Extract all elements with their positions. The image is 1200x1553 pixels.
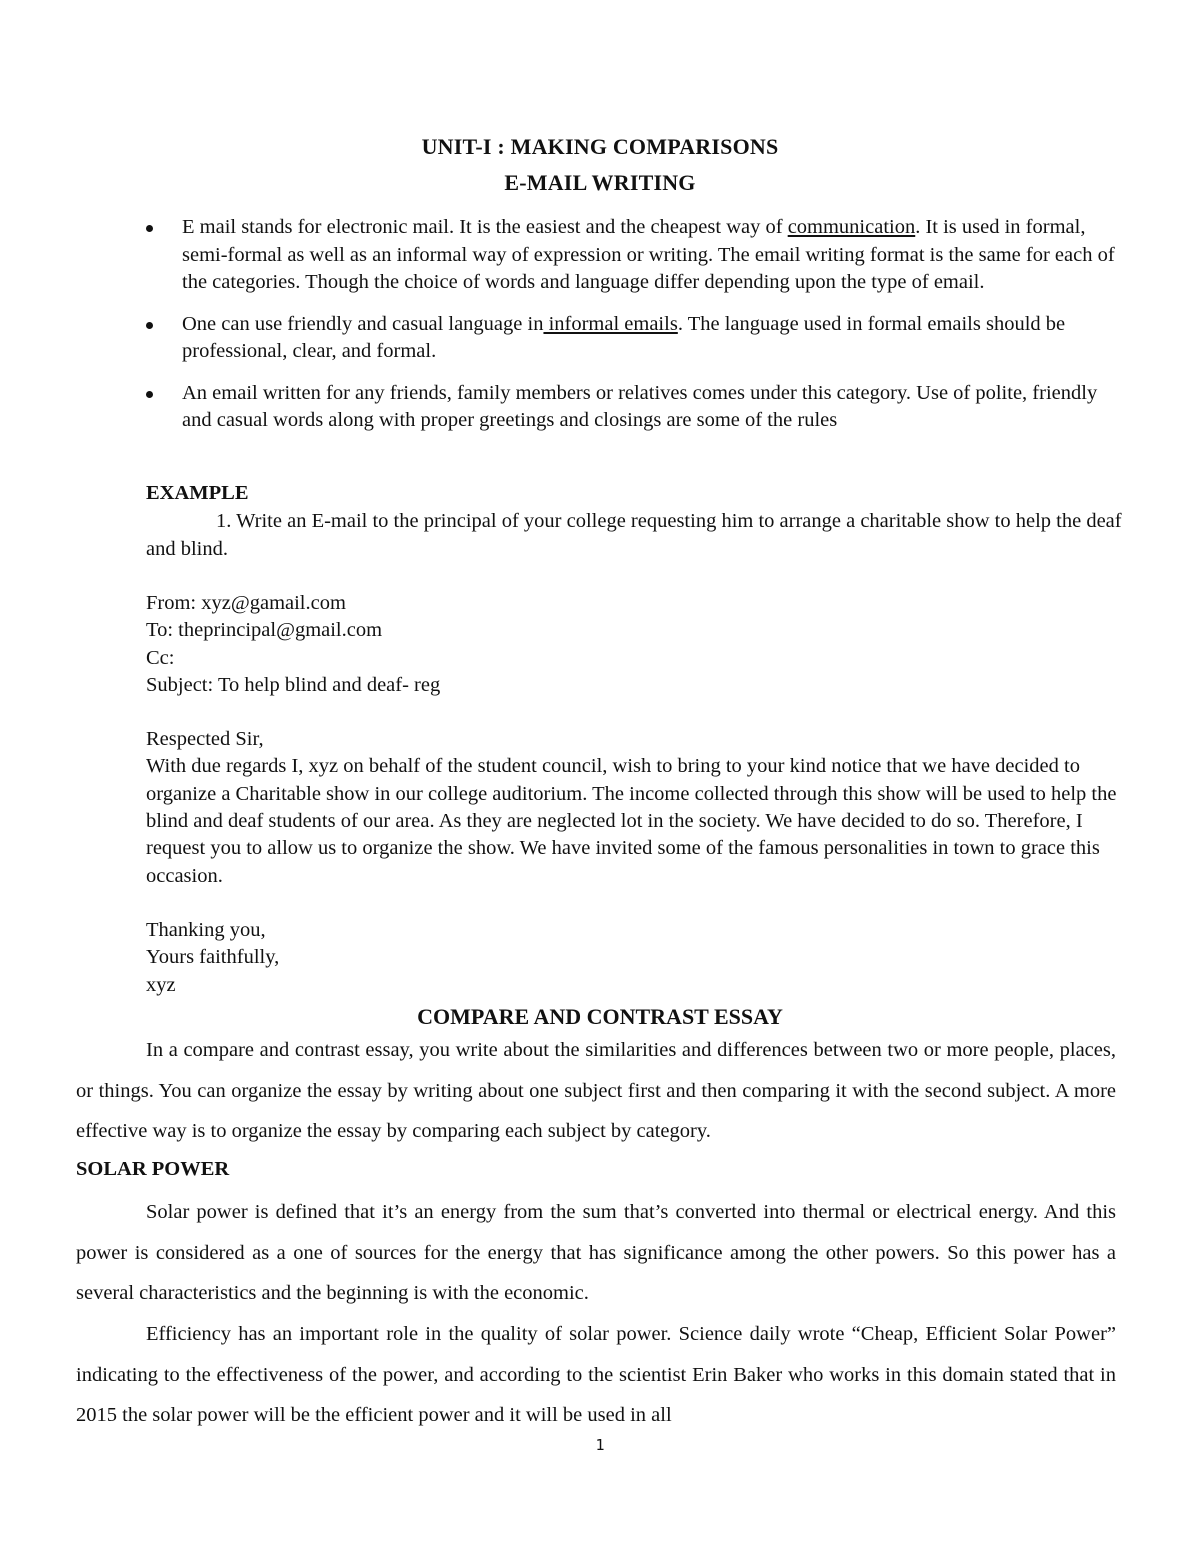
email-thanks: Thanking you, [146,918,266,941]
email-subject: Subject: To help blind and deaf- reg [146,673,441,696]
bullet-list [146,214,1126,449]
essay-paragraph: In a compare and contrast essay, you write about the similarities and differences between two or more people, places, or things. You can organize the essay by writing about one subject first and then comparing it with the second subject. A more effective way is to organize the essay by comparing each subject by category. [76,1039,1116,1142]
bullet-item [146,311,1126,366]
page-number: 1 [595,1436,605,1454]
example-question-text: 1. Write an E-mail to the principal of your college requesting him to arrange a charitable show to help the deaf and blind. [146,510,1122,560]
bullet-dot-icon [146,322,153,329]
bullet-text: E mail stands for electronic mail. It is the easiest and the cheapest way of [182,216,788,238]
email-sender: xyz [146,973,176,996]
bullet-text: . It is used in formal, semi-formal as well as an informal way of expression or writing. The email writing format is the same for each of the categories. Though the choice of words and language differ depending upon the type of email. [182,216,1115,293]
email-cc: Cc: [146,646,175,669]
bullet-text: . The language used in formal emails should be professional, clear, and formal. [182,312,1066,362]
communication-link[interactable]: communication [787,216,916,238]
email-sample [146,590,1126,999]
informal-emails-link[interactable]: informal emails [543,312,678,335]
section-title-email-writing: E-MAIL WRITING [504,170,696,195]
essay-title: COMPARE AND CONTRAST ESSAY [417,1004,783,1029]
email-salutation: Respected Sir, [146,728,264,751]
solar-paragraph-2: Efficiency has an important role in the quality of solar power. Science daily wrote “Cheap, Efficient Solar Power” indicating to the effectiveness of the power, and according to the scientist Erin Baker who works in this domain stated that in 2015 the solar power will be the efficient power and it will be used in all [76,1323,1116,1426]
email-to: To: theprincipal@gmail.com [146,619,383,642]
bullet-item [146,214,1126,297]
bullet-text: One can use friendly and casual language in [182,312,544,335]
unit-title: UNIT-I : MAKING COMPARISONS [421,134,779,159]
email-closing: Yours faithfully, [146,946,280,969]
example-question [146,508,1126,563]
email-body: With due regards I, xyz on behalf of the student council, wish to bring to your kind notice that we have decided to organize a Charitable show in our college auditorium. The income collected through this show will be used to help the blind and deaf students of our area. As they are neglected lot in the society. We have decided to do so. Therefore, I request you to allow us to organize the show. We have invited some of the famous personalities in town to grace this occasion. [146,755,1117,887]
bullet-dot-icon [146,225,153,232]
solar-paragraph-1: Solar power is defined that it’s an energy from the sum that’s converted into thermal or electrical energy. And this power is considered as a one of sources for the energy that has significance among the other powers. So this power has a several characteristics and the beginning is with the economic. [76,1201,1116,1304]
bullet-dot-icon [146,391,153,398]
bullet-item [146,380,1126,435]
bullet-text: An email written for any friends, family members or relatives comes under this category. Use of polite, friendly and casual words along with proper greetings and closings are some of the rules [182,381,1098,431]
example-heading: EXAMPLE [146,482,249,504]
solar-power-heading: SOLAR POWER [76,1158,230,1180]
email-from: From: xyz@gamail.com [146,592,346,614]
